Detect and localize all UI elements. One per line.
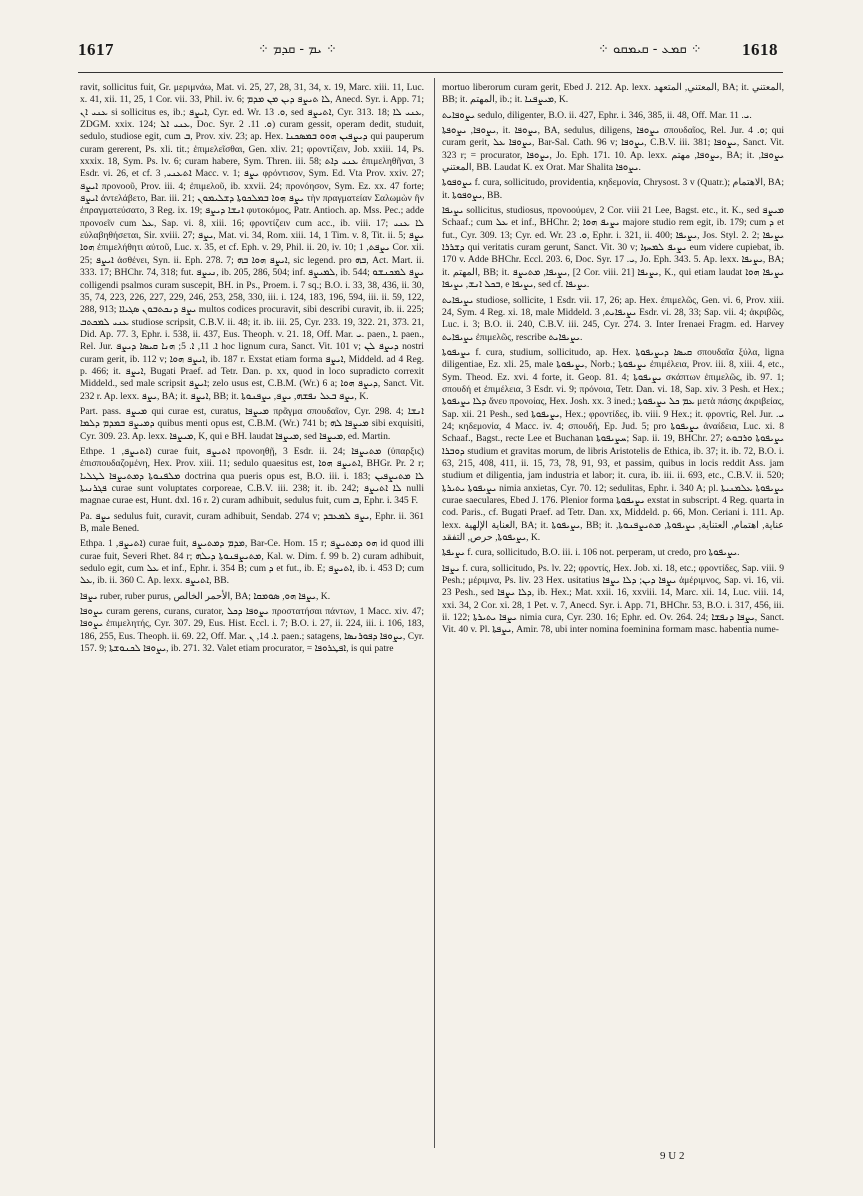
right-entry-1: ܝܨܘܦܐܝܬ sedulo, diligenter, B.O. ii. 427, Ephr. i. 346, 385, ii. 48, Off. Mar. ܝ. 11. — [442, 109, 752, 121]
right-column — [442, 82, 784, 1142]
left-column — [80, 82, 424, 1142]
page-header — [78, 40, 778, 68]
left-running-head: ⁘ ܝܡ - ܩܕܡ ⁘ — [258, 42, 337, 57]
left-page-number: 1617 — [78, 40, 114, 59]
right-running-head: ⁘ ܩܡܥ - ܩܝܡܩܘ ⁘ — [598, 42, 702, 57]
right-page-number: 1618 — [742, 40, 778, 59]
right-entry-2: ܝܨܘܦܐ, ܝܨܘܦܬܐ, it. ܝܨܘܦܐ, BA, sedulus, diligens, ܝܨܘܦܐ σπουδαῖος, Rel. Jur. ܘ. 4; qui curam gerit, ܝܨܘܦܐ ܥܠ, Bar-Sal. Cath. 96 v; ܝܨܘܦܐ, C.B.V. iii. 381; ܝܨܘܦܐ, Sanct. Vit. 323 r; = procurator, ܝܨܘܦܐ, Jo. Eph. 171. 10. Ap. lexx. ܝܨܘܦܐ, مهتم, BA; it. ܝܨܘܦܐ, المعتني, BB. Laudat K. ex Orat. Mar Shalita ܝܨܘܦܐ. — [442, 125, 784, 174]
signature-mark: 9 U 2 — [660, 1150, 685, 1162]
right-entry-8: ܝܨܦܐ f. cura, sollicitudo, Ps. lv. 22; φροντίς, Hex. Job. xi. 18, etc.; φροντίδες, Sap. viii. 9 Pesh.; μέριμνα, Ps. liv. 23 Hex. usitatius ܝܨܦܐ ܕܝܢ; ܕܠܐ ܝܨܦܐ ἀμέριμνος, Sap. vi. 16, vii. 23 Pesh., sed ܕܠܐ ܝܨܦܐ, ib. Hex.; Mat. xxii. 16, xxviii. 14, Marc. xii. 14, Luc. viii. 14, xxi. 34, 2 Cor. xi. 28, 1 Pet. v. 7, Anecd. Syr. i. App. 71, BHChr. 53, B.O. i. 317, 456, iii. ii. 122; ܝܨܦܐ ܝܬܝܪܬܐ nimia cura, Cyr. 230. 16; Ephr. ed. Ov. 264. 24; ܝܨܦܐ ܕܢܦܫܐ, Sanct. Vit. 40 v. Pl. ܝܨܦܬܐ, Amir. 78, ubi inter nomina foeminina formam masc. habentia nume- — [442, 562, 784, 636]
header-rule — [78, 72, 783, 73]
right-entry-3: ܝܨܘܦܘܬܐ f. cura, sollicitudo, providentia, κηδεμονία, Chrysost. 3 v (Quatr.); الاهتمام, BA; it. ܝܨܘܦܘܬܐ, BB. — [442, 177, 784, 201]
right-entry-0: mortuo liberorum curam gerit, Ebed J. 212. Ap. lexx. المعتني, المتعهد, BA; it. المعتني, BB; it. المهتم, ib.; it. ܡܝܨܦܢܐ, K. — [442, 82, 784, 106]
left-entry-3: Pa. ܝܨܦ sedulus fuit, curavit, curam adhibuit, Sendab. 274 v; ܝܨܦ ܠܡܥܒܕ, Ephr. ii. 361 B, male Bened. — [80, 510, 424, 535]
left-entry-6: ܝܨܘܦܐ curam gerens, curans, curator, ܝܨܘܦܐ ܕܟܠ προστατήσαι πάντων, 1 Macc. xiv. 47; ܝܨܘܦܐ ἐπιμελητής, Cyr. 307. 29, Eus. Hist. Eccl. i. 7; B.O. i. 27, ii. 224, iii. i. 106, 183, 186, 255, Eus. Theoph. ii. 69. 22, Off. Mar. ܐ. 14, ܢ. paen.; satagens, ܝܨܘܦܐ ܕܦܘܪܢܣܐ, Cyr. 157. 9; ܝܨܘܦܐ ܠܟܢܘܫܬܐ, ib. 271. 32. Valet etiam procurator, = ܐܦܛܪܘܦܐ, is qui patre — [80, 606, 424, 655]
right-entry-7: ܝܨܝܦܬܐ f. cura, sollicitudo, B.O. iii. i. 106 not. perperam, ut credo, pro ܝܨܝܦܘܬܐ. — [442, 547, 740, 559]
left-entry-0: ravit, sollicitus fuit, Gr. μεριμνάω, Mat. vi. 25, 27, 28, 31, 34, x. 19, Marc. xiii. 11, Luc. x. 41, xii. 11, 25, 1 Cor. vii. 33, Phil. iv. 6; ܠܐ ܬܝܨܦ ܕܝܢ ܡܢ ܡܕܡ, Anecd. Syr. i. App. 71; ܥܢܝ ܐܢ si sollicitus es, ib.; ܐܝܨܦ, Cyr. ed. Wr. ܘ. 13, sed ܐܬܝܨܦ, Cyr. 313. 18; ܥܢܝ ܠܐ, ZDGM. xxix. 124; ܥܢܝ ܐܠ, Doc. Syr. ܘ. 11. 2) curam gessit, operam dedit, studuit, sedulo, studiose egit, cum ܒ, Prov. xiv. 23; ap. Hex. ܕܝܨܦܝܢ ܗܘܘ ܒܡܣܟܢܐ qui pauperum curam gererent, Ps. xli. tit.; ἐπιμελεῖσθαι, Gen. xliv. 21; φροντίζειν, Job. xxiii. 14, Ps. xxxix. 18, Sym. Ps. lv. 6; curam habere, Sym. Thren. iii. 58; ܥܢܝ ܕܐܬ ἐπιμεληθῆναι, 3 Esdr. vi. 26, et cf. ܐܬܥܢܝ, 3 Macc. v. 1; ܝܨܦ φρόντισον, Sym. Ed. Vta Prov. xxiv. 27; ܐܝܨܦ προνοοῦ, Prov. iii. 4; ἐπιμελοῦ, ib. xxvii. 24; προνόησον, Sym. Ez. xx. 47 forte; ܐܝܨܦ ἀντελάβετο, Bar. iii. 21; ܝܨܦ ܗܘܐ ܒܡܠܟܘܬܐ ܕܫܠܝܡܘܢ τὴν πραγματείαν Σαλωμὼν ἣν ἐπραγματεύσατο, 3 Reg. ix. 19; ܐܢܫܐ ܕܝܨܦ φυτοκόμος, Patr. Antioch. ap. Mss. Pec.; adde προνοεῖν cum ܥܠ, Sap. vi. 8, xiii. 16; φροντίζειν cum acc., ib. viii. 17; ܠܐ ܥܢܝ εὐλαβηθήσεται, Sir. xviii. 27; ܝܨܦ, Mat. vi. 34, Rom. xiii. 14, 1 Tim. v. 8, Tit. ii. 5; ܝܨܦ ܗܘܐ ἐπιμελήθητι αὐτοῦ, Luc. x. 35, et cf. Eph. v. 29, Phil. ii. 20, iv. 10; ܝܨܦܬ, 1 Cor. xii. 25; ܐܝܨܦ ἀσθένει, Syn. ii. Eph. 278. 7; ܐܝܨܦ ܗܘܐ ܒܗ, sic legend. pro ܒܗ, Act. Mart. ii. 333. 17; BHChr. 74, 318; fut. ܢܝܨܦ, ib. 205, 286, 504; inf. ܠܡܝܨܦ, ib. 544; ܝܨܦ ܠܡܟܢܫܘ colligendi psalmos curam suscepit, BH. in Ps., Proem. i. 7 sq.; B.O. i. 33, 38, 436, ii. 30, 35, 74, 223, 226, 227, 229, 246, 253, 258, 330, iii. i. 124, 183, 196, 594, iii. ii. 59, 122, 288, 913; ܝܨܦ ܕܢܟܬܒܘܢ ܣܓܝܐܐ multos codices procuravit, sibi describi curavit, ib. ii. 225; ܥܢܝ ܠܡܟܬܒ studiose scripsit, C.B.V. ii. 48; it. ib. iii. 25, Cyr. 233. 19, 322. 21, 373. 21, Did. Ap. 77. 3, Ephr. i. 538, ii. 437, Eus. Theoph. v. 21. 18, Off. Mar. ܝ. paen., ܐ. paen., Rel. Jur. ܐ. 11, ܐ. 5; ܗܢܐ ܩܝܣܐ ܕܝܨܦ hoc lignum cura, Sanct. Vit. 101 v; ܕܝܨܦ ܠܢ nostri curam gerit, ib. 112 v; ܐܝܨܦ ܗܘܐ, ib. 187 r. Exstat etiam forma ܐܝܨܦ, Middeld. ad 4 Reg. p. 466; it. ܐܝܨܦ, Bugati Praef. ad Tetr. Dan. p. xx, quod in loco supradicto correxit Middeld., sed male scripsit ܐܝܨܦ; zelo usus est, C.B.M. (Wr.) 6 a; ܕܝܨܦ ܗܘܐ, Sanct. Vit. 232 r. Ap. lexx. ܝܨܦ, BA; it. ܐܝܨܦ, BB; it. ܝܨܦ ܒܥܠ ܢܦܫܗ, ܝܨܦ, ܝܨܦܢܘܬܐ, K. — [80, 82, 424, 402]
left-entry-4: Ethpa. ܐܬܝܨܦ, 1) curae fuit, ܡܕܡ ܕܡܬܝܨܦ, Bar-Ce. Hom. 15 r; ܗܘ ܕܡܬܝܨܦ id quod illi curae fuit, Severi Rhet. 84 r; ܡܬܝܨܦܢܘܬܐ ܕܝܠܗ, Kal. w. Dim. f. 99 b. 2) curam adhibuit, sedulo egit, cum ܥܠ et inf., Ephr. i. 354 B; cum ܕ et fut., ib. E; ܐܬܝܨܦ, ib. i. 453 D; cum ܥܠ, ib. ii. 360 C. Ap. lexx. ܐܬܝܨܦ, BB. — [80, 538, 424, 587]
right-entry-6: ܝܨܝܦܘܬܐ f. cura, studium, sollicitudo, ap. Hex. ܩܝܣܐ ܕܝܨܝܦܘܬܐ σπουδαῖα ξύλα, ligna diligentiae, Ez. xli. 25, male ܝܨܝܦܘܬܐ, Norb.; ܝܨܝܦܘܬܐ ἐπιμέλεια, Prov. iii. 8, xiii. 4, etc., Sym. Theod. Ez. xvi. 4 forte, it. Geop. 81. 4; ܝܨܝܦܘܬܐ σκάπτων ἐπιμελῶς, ib. 97. 1; σπουδή et ἐπιμέλεια, 3 Esdr. vi. 9; πρόνοια, Tetr. Dan. vi. 18, Sap. xiv. 3 Pesh. et Hex.; ܕܠܐ ܝܨܝܦܘܬܐ ἄνευ προνοίας, Hex. Josh. xx. 3 ined.; ܥܡ ܟܠ ܝܨܝܦܘܬܐ μετὰ πάσης ἀκριβείας, Sap. xii. 21 Pesh., sed ܝܨܝܦܘܬܐ, Hex.; φροντίδες, ib. viii. 9 Hex.; it. φροντίς, Rel. Jur. ܝ. 24; κηδεμονία, 4 Macc. iv. 4; σπουδή, Ep. Jud. 5; pro ܝܨܝܦܘܬܐ ἀναίδεια, Luc. xi. 8 Schaaf., Bagst., recte Lee et Buchanan ܚܨܝܦܘܬܐ; Sap. ii. 19, BHChr. 27; ܝܨܝܦܘܬܐ ܘܪܒܘܬ ܕܘܒܪܐ studium et gravitas morum, de libris Aristotelis de Ethica, ib. 37; it. ib. 72, B.O. i. 63, 215, 408, 411, ii. 15, 73, 78, 91, 93, et passim, quibus in locis reddit Ass. jam studium et diligentia, jam industria et labor; it. cura, ib. iii. ii. 693, etc., C.B.V. ii. 520; ܝܨܝܦܘܬܐ ܝܬܝܪܬܐ nimia anxietas, Cyr. 70. 12; sedulitas, Ephr. i. 340 A; pl. ܝܨܝܦܘܬܐ ܥܠܡܢܝܬܐ curae saeculares, Ebed J. 176. Plenior forma ܝܨܝܦܘܬܐ exstat in subscript. 4 Reg. quarta in cod. Paris., cf. Bugati Praef. ad Tetr. Dan. xx, Middeld. p. 66, Mon. Ceriani i. 111. Ap. lexx. العناية الإلهية, BA; it. ܝܨܝܦܘܬܐ, BB; it. عناية, اهتمام, العتناية, ܝܨܝܦܘܬܐ, ܡܬܝܨܦܢܘܬܐ, ܝܨܝܦܘܬܐ, حرص, التفقد, K. — [442, 346, 784, 544]
left-entry-1: Part. pass. ܡܝܨܦ qui curae est, curatus, ܡܝܨܦܐ πρᾶγμα σπουδαῖον, Cyr. 298. 4; ܐܢܫܐ ܕܡܝܨܦ ܒܡܕܡ ܕܠܡܐ quibus menti opus est, C.B.M. (Wr.) 741 b; ܡܝܨܦܐ ܠܗ sibi exquisiti, Cyr. 309. 23. Ap. lexx. ܡܝܨܦܐ, K, qui e BH. laudat ܡܝܨܦܐ, sed ܡܝܨܦܐ, ed. Martin. — [80, 405, 424, 442]
left-entry-5: ܝܨܦܐ ruber, ruber purus, الأحمر الخالص, BA; ܝܨܦܐ ܗܘ, ܣܘܡܩܐ, K. — [80, 590, 331, 602]
column-divider — [434, 78, 435, 1148]
right-entry-5: ܝܨܝܦܐܝܬ studiose, sollicite, 1 Esdr. vii. 17, 26; ap. Hex. ἐπιμελῶς, Gen. vi. 6, Prov. xiii. 24, Sym. 4 Reg. xi. 18, male Middeld. ܝܨܝܦܐܝܬ, 3 Esdr. vi. 28, 33; Sap. vii. 4; ἀκριβῶς, Luc. i. 3; B.O. ii. 240, C.B.V. iii. 245, Cyr. 274. 3. Inter Irenaei Fragm. ed. Harvey ܝܨܝܦܐܝܬ ἐπιμελῶς, rescribe ܝܨܝܦܐܝܬ. — [442, 294, 784, 343]
right-entry-4: ܝܨܝܦܐ sollicitus, studiosus, προνοούμεν, 2 Cor. viii 21 Lee, Bagst. etc., it. K., sed ܡܝܨܦ Schaaf.; cum ܥܠ et inf., BHChr. 2; ܝܨܝܦ ܗܘܐ majore studio rem egit, ib. 179; cum ܕ et fut., Cyr. 309. 13; Cyr. ed. Wr. ܘ. 23, Ephr. i. 321, ii. 400; ܝܨܝܦܐ, Jos. Styl. 2. 2; ܝܨܝܦܐ ܕܫܪܪܐ qui veritatis curam gerunt, Sanct. Vit. 30 v; ܝܨܝܦ ܠܡܚܙܐ eum videre cupiebat, ib. 170 v. Adde BHChr. Eccl. 203. 6, Doc. Syr. ܝ. 17, Jo. Eph. 343. 5. Ap. lexx. ܝܨܝܦܐ, BA; it. المهتم, BB; it. ܝܨܝܦܐ, ܡܬܝܨܦ, [2 Cor. viii. 21] ܝܨܝܦܐ, K., qui etiam laudat ܝܨܝܦܐ ܗܘܐ ܒܟܠ ܐܢܫ, ܝܨܝܦܐ, e ܝܨܝܦܐ, sed cf. ܝܨܝܦܐ. — [442, 205, 784, 291]
left-entry-2: Ethpe. ܐܬܝܨܦ, 1) curae fuit, ܐܬܝܨܦ προνοηθῇ, 3 Esdr. ii. 24; ܡܬܝܨܦܐ (ὑπαρξις) ἐπισπουδαζομένη, Hex. Prov. xiii. 11; sedulo quaesitus est, ܐܬܝܨܦ ܗܘܐ, BHGr. Pr. 2 r; ܡܠܦܢܘܬܐ ܕܡܬܝܨܦܐ ܠܛܠܝܐ doctrina qua pueris opus est, B.O. iii. i. 183; ܠܐ ܡܬܝܨܦܝܢ ܦܓܪܢܝܬܐ curae sunt voluptates corporeae, C.B.V. iii. 238; it. ib. 242; ܠܐ ܐܬܝܨܦ nulli magnae curae est, Hunt. dxl. 16 r. 2) curam adhibuit, sedulus fuit, cum ܒ, Ephr. i. 345 F. — [80, 445, 424, 507]
